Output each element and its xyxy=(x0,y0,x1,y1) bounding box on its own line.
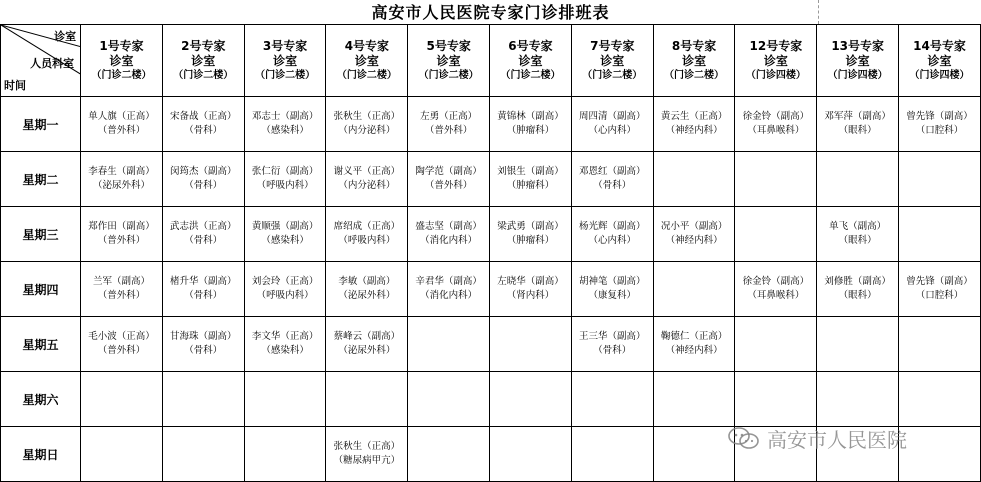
day-label: 星期三 xyxy=(1,207,81,262)
room-header-2 xyxy=(162,25,244,97)
day-label: 星期六 xyxy=(1,372,81,427)
department: （呼吸内科） xyxy=(338,235,396,246)
empty-cell xyxy=(735,152,817,207)
schedule-cell xyxy=(817,97,899,152)
department: （普外科） xyxy=(97,345,146,356)
department: （消化内科） xyxy=(420,290,478,301)
department: （内分泌科） xyxy=(338,125,396,136)
day-label: 星期二 xyxy=(1,152,81,207)
schedule-cell xyxy=(162,262,244,317)
room-name: 4号专家 xyxy=(344,39,390,53)
day-row xyxy=(1,152,981,207)
schedule-cell xyxy=(653,317,735,372)
empty-cell xyxy=(408,427,490,482)
empty-cell xyxy=(490,372,572,427)
schedule-cell xyxy=(899,97,981,152)
schedule-cell xyxy=(490,207,572,262)
empty-cell xyxy=(326,372,408,427)
day-row xyxy=(1,372,981,427)
room-name: 8号专家 xyxy=(671,39,717,53)
department: （心内科） xyxy=(588,125,637,136)
day-row xyxy=(1,317,981,372)
schedule-cell xyxy=(326,262,408,317)
schedule-cell xyxy=(408,262,490,317)
room-name: 7号专家 xyxy=(590,39,635,53)
empty-cell xyxy=(571,427,653,482)
empty-cell xyxy=(653,152,735,207)
room-line2: 诊室 xyxy=(600,54,625,68)
dashed-divider xyxy=(818,0,819,24)
room-name: 13号专家 xyxy=(831,39,885,53)
doctor-name: 徐金铃（副高） xyxy=(742,276,810,287)
schedule-cell xyxy=(408,97,490,152)
department: （肿瘤科） xyxy=(506,235,555,246)
room-line2: 诊室 xyxy=(191,54,216,68)
department: （糖尿病甲亢） xyxy=(333,455,401,466)
schedule-cell xyxy=(326,97,408,152)
department: （康复科） xyxy=(588,290,637,301)
room-floor: （门诊二楼） xyxy=(336,70,397,81)
department: （骨科） xyxy=(593,180,632,191)
schedule-cell xyxy=(571,152,653,207)
room-line2: 诊室 xyxy=(927,54,952,68)
schedule-cell xyxy=(735,262,817,317)
schedule-cell xyxy=(571,262,653,317)
schedule-cell xyxy=(162,207,244,262)
schedule-cell xyxy=(244,152,326,207)
doctor-name: 张仁衍（副高） xyxy=(251,166,319,177)
doctor-name: 左勇（正高） xyxy=(420,111,478,122)
department: （感染科） xyxy=(261,125,309,136)
room-header-10 xyxy=(817,25,899,97)
doctor-name: 毛小波（正高） xyxy=(88,331,155,342)
department: （眼科） xyxy=(838,125,877,136)
empty-cell xyxy=(817,372,899,427)
empty-cell xyxy=(899,317,981,372)
corner-room-label: 诊室 xyxy=(54,30,77,43)
empty-cell xyxy=(653,427,735,482)
doctor-name: 陶学范（副高） xyxy=(415,166,482,177)
department: （普外科） xyxy=(97,235,146,246)
department: （口腔科） xyxy=(915,290,964,301)
department: （感染科） xyxy=(261,235,309,246)
schedule-cell xyxy=(817,207,899,262)
department: （呼吸内科） xyxy=(256,180,314,191)
room-line2: 诊室 xyxy=(518,54,543,68)
doctor-name: 黄顺强（副高） xyxy=(251,221,319,232)
doctor-name: 辛君华（副高） xyxy=(415,276,482,287)
doctor-name: 黄云生（正高） xyxy=(660,111,728,122)
room-header-11 xyxy=(899,25,981,97)
empty-cell xyxy=(244,427,326,482)
doctor-name: 盛志坚（副高） xyxy=(415,221,482,232)
empty-cell xyxy=(571,372,653,427)
room-name: 3号专家 xyxy=(262,39,308,53)
schedule-cell xyxy=(244,317,326,372)
empty-cell xyxy=(899,427,981,482)
doctor-name: 甘海珠（副高） xyxy=(170,331,237,342)
department: （骨科） xyxy=(184,125,223,136)
corner-time-label: 时间 xyxy=(4,79,26,92)
room-name: 12号专家 xyxy=(749,39,803,53)
empty-cell xyxy=(408,317,490,372)
doctor-name: 曾先锋（副高） xyxy=(906,276,973,287)
doctor-name: 梁武勇（副高） xyxy=(497,221,564,232)
schedule-cell xyxy=(571,207,653,262)
schedule-cell xyxy=(653,97,735,152)
room-header-5 xyxy=(408,25,490,97)
day-row xyxy=(1,97,981,152)
doctor-name: 刘银生（副高） xyxy=(497,166,564,177)
schedule-cell xyxy=(326,317,408,372)
department: （骨科） xyxy=(184,235,223,246)
day-label: 星期一 xyxy=(1,97,81,152)
doctor-name: 胡神笔（副高） xyxy=(579,276,646,287)
schedule-cell xyxy=(408,152,490,207)
schedule-cell xyxy=(244,207,326,262)
schedule-cell xyxy=(244,262,326,317)
doctor-name: 邓军萍（副高） xyxy=(824,111,891,122)
department: （骨科） xyxy=(184,290,223,301)
department: （普外科） xyxy=(97,125,146,136)
doctor-name: 邓恩红（副高） xyxy=(579,166,646,177)
schedule-cell xyxy=(81,207,163,262)
department: （泌尿外科） xyxy=(338,290,396,301)
room-line2: 诊室 xyxy=(682,54,707,68)
day-label: 星期日 xyxy=(1,427,81,482)
doctor-name: 单人旗（正高） xyxy=(88,111,155,122)
empty-cell xyxy=(653,262,735,317)
empty-cell xyxy=(162,427,244,482)
room-floor: （门诊二楼） xyxy=(664,70,725,81)
department: （骨科） xyxy=(184,345,223,356)
schedule-cell xyxy=(326,207,408,262)
empty-cell xyxy=(81,427,163,482)
department: （肿瘤科） xyxy=(506,125,555,136)
department: （呼吸内科） xyxy=(256,290,314,301)
empty-cell xyxy=(81,372,163,427)
doctor-name: 楮升华（副高） xyxy=(170,276,237,287)
corner-dept-label: 人员科室 xyxy=(30,57,75,70)
department: （普外科） xyxy=(424,125,473,136)
day-row xyxy=(1,207,981,262)
schedule-cell xyxy=(653,207,735,262)
schedule-cell xyxy=(162,97,244,152)
doctor-name: 席绍成（正高） xyxy=(333,221,401,232)
empty-cell xyxy=(490,427,572,482)
department: （泌尿外科） xyxy=(338,345,396,356)
corner-cell xyxy=(1,25,81,97)
schedule-cell xyxy=(817,262,899,317)
doctor-name: 蔡峰云（副高） xyxy=(333,331,401,342)
doctor-name: 兰军（副高） xyxy=(92,276,150,287)
empty-cell xyxy=(899,152,981,207)
empty-cell xyxy=(408,372,490,427)
department: （心内科） xyxy=(588,235,637,246)
day-label: 星期五 xyxy=(1,317,81,372)
room-header-7 xyxy=(571,25,653,97)
department: （神经内科） xyxy=(665,345,723,356)
department: （神经内科） xyxy=(665,125,723,136)
empty-cell xyxy=(244,372,326,427)
page-title: 高安市人民医院专家门诊排班表 xyxy=(371,3,610,22)
room-floor: （门诊二楼） xyxy=(582,70,643,81)
doctor-name: 郑作田（副高） xyxy=(88,221,155,232)
schedule-cell xyxy=(735,97,817,152)
room-header-9 xyxy=(735,25,817,97)
department: （内分泌科） xyxy=(338,180,396,191)
doctor-name: 李文华（正高） xyxy=(251,331,319,342)
doctor-name: 刘修胜（副高） xyxy=(824,276,891,287)
room-name: 1号专家 xyxy=(99,39,144,53)
room-floor: （门诊二楼） xyxy=(91,70,152,81)
empty-cell xyxy=(653,372,735,427)
room-floor: （门诊二楼） xyxy=(255,70,316,81)
schedule-table xyxy=(0,24,981,482)
schedule-cell xyxy=(81,317,163,372)
empty-cell xyxy=(899,207,981,262)
empty-cell xyxy=(490,317,572,372)
department: （普外科） xyxy=(97,290,146,301)
schedule-cell xyxy=(408,207,490,262)
empty-cell xyxy=(735,317,817,372)
doctor-name: 徐金铃（副高） xyxy=(742,111,810,122)
room-name: 5号专家 xyxy=(426,39,471,53)
schedule-cell xyxy=(490,97,572,152)
room-floor: （门诊二楼） xyxy=(418,70,479,81)
schedule-cell xyxy=(162,152,244,207)
schedule-cell xyxy=(162,317,244,372)
room-header-4 xyxy=(326,25,408,97)
department: （骨科） xyxy=(593,345,632,356)
doctor-name: 周四清（副高） xyxy=(579,111,646,122)
department: （肿瘤科） xyxy=(506,180,555,191)
doctor-name: 邓志士（副高） xyxy=(251,111,319,122)
department: （消化内科） xyxy=(420,235,478,246)
watermark-text: 高安市人民医院 xyxy=(767,427,907,452)
schedule-cell xyxy=(899,262,981,317)
department: （耳鼻喉科） xyxy=(747,290,805,301)
room-floor: （门诊四楼） xyxy=(827,70,888,81)
room-name: 6号专家 xyxy=(508,39,553,53)
doctor-name: 单飞（副高） xyxy=(829,221,887,232)
schedule-cell xyxy=(81,152,163,207)
day-row xyxy=(1,262,981,317)
doctor-name: 李春生（副高） xyxy=(88,166,155,177)
doctor-name: 武志洪（正高） xyxy=(170,221,237,232)
schedule-cell xyxy=(244,97,326,152)
empty-cell xyxy=(735,372,817,427)
room-line2: 诊室 xyxy=(109,54,134,68)
schedule-cell xyxy=(326,152,408,207)
department: （感染科） xyxy=(261,345,309,356)
doctor-name: 张秋生（正高） xyxy=(333,111,401,122)
department: （神经内科） xyxy=(665,235,723,246)
schedule-cell xyxy=(490,152,572,207)
doctor-name: 左晓华（副高） xyxy=(497,276,564,287)
schedule-cell xyxy=(571,317,653,372)
empty-cell xyxy=(817,152,899,207)
doctor-name: 宋备战（正高） xyxy=(170,111,237,122)
doctor-name: 况小平（副高） xyxy=(660,221,728,232)
doctor-name: 谢义平（正高） xyxy=(333,166,401,177)
empty-cell xyxy=(899,372,981,427)
doctor-name: 王三华（副高） xyxy=(579,331,646,342)
room-floor: （门诊四楼） xyxy=(745,70,806,81)
doctor-name: 刘会玲（正高） xyxy=(251,276,319,287)
empty-cell xyxy=(735,207,817,262)
room-header-8 xyxy=(653,25,735,97)
department: （泌尿外科） xyxy=(92,180,150,191)
room-floor: （门诊二楼） xyxy=(500,70,561,81)
department: （眼科） xyxy=(838,235,877,246)
department: （眼科） xyxy=(838,290,877,301)
doctor-name: 李敏（副高） xyxy=(338,276,396,287)
doctor-name: 杨光辉（副高） xyxy=(579,221,646,232)
schedule-cell xyxy=(81,262,163,317)
schedule-cell xyxy=(571,97,653,152)
room-header-3 xyxy=(244,25,326,97)
doctor-name: 闵筠杰（副高） xyxy=(170,166,237,177)
schedule-cell xyxy=(490,262,572,317)
watermark xyxy=(727,424,907,452)
department: （肾内科） xyxy=(506,290,555,301)
room-line2: 诊室 xyxy=(273,54,298,68)
room-name: 2号专家 xyxy=(181,39,226,53)
day-label: 星期四 xyxy=(1,262,81,317)
room-header-6 xyxy=(490,25,572,97)
room-line2: 诊室 xyxy=(763,54,788,68)
schedule-cell xyxy=(81,97,163,152)
room-line2: 诊室 xyxy=(436,54,461,68)
department: （普外科） xyxy=(424,180,473,191)
empty-cell xyxy=(162,372,244,427)
department: （耳鼻喉科） xyxy=(747,125,805,136)
room-floor: （门诊四楼） xyxy=(909,70,970,81)
department: （骨科） xyxy=(184,180,223,191)
doctor-name: 黄锦林（副高） xyxy=(497,111,564,122)
department: （口腔科） xyxy=(915,125,964,136)
room-name: 14号专家 xyxy=(913,39,966,53)
wechat-icon xyxy=(727,426,761,450)
doctor-name: 张秋生（正高） xyxy=(333,441,401,452)
schedule-cell xyxy=(326,427,408,482)
room-line2: 诊室 xyxy=(354,54,379,68)
room-header-1 xyxy=(81,25,163,97)
room-floor: （门诊二楼） xyxy=(173,70,234,81)
doctor-name: 曾先锋（副高） xyxy=(906,111,973,122)
doctor-name: 鞠德仁（正高） xyxy=(660,331,728,342)
empty-cell xyxy=(817,317,899,372)
room-line2: 诊室 xyxy=(845,54,870,68)
header-row xyxy=(1,25,981,97)
